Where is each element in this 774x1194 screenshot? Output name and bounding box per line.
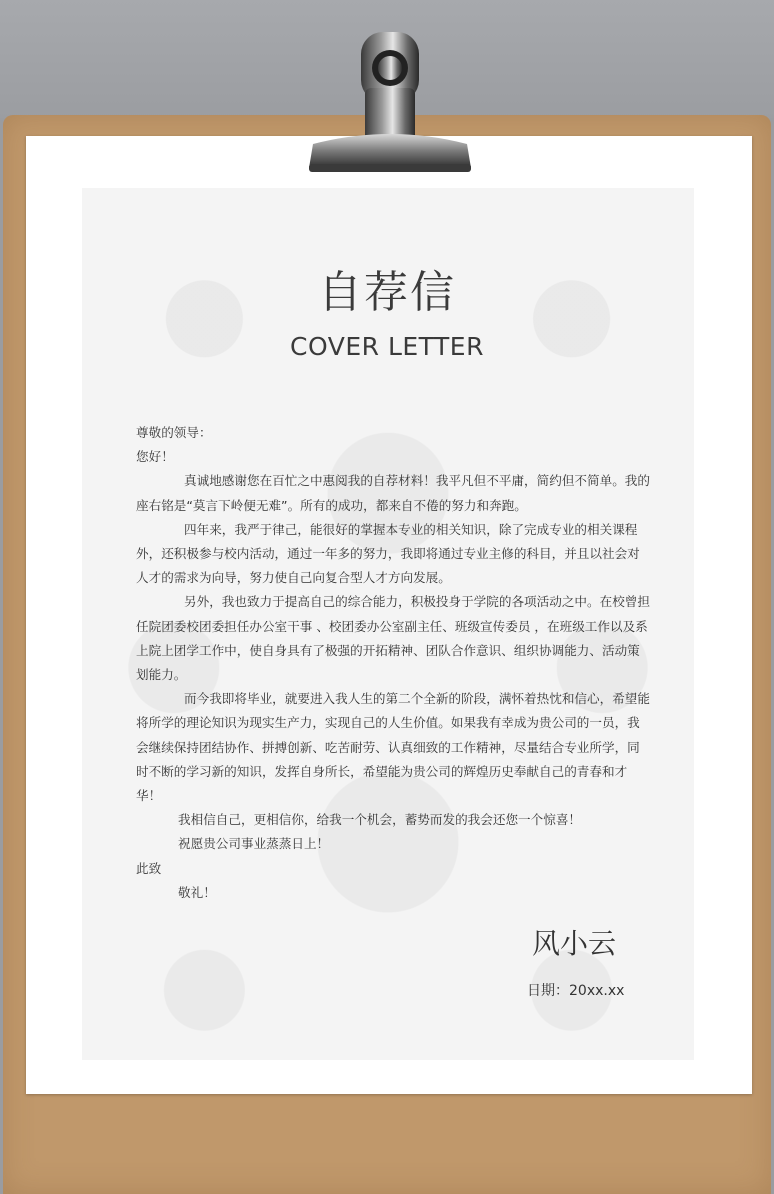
paragraph: 真诚地感谢您在百忙之中惠阅我的自荐材料！我平凡但不平庸，简约但不简单。我的座右铭是“莫言下岭便无难”。所有的成功，都来自不倦的努力和奔跑。 — [136, 473, 650, 513]
letter-body — [136, 421, 652, 905]
greeting: 您好！ — [136, 449, 174, 465]
closing-line: 此致 — [136, 860, 162, 876]
paragraph: 四年来，我严于律己，能很好的掌握本专业的相关知识，除了完成专业的相关课程外，还积极参与校内活动，通过一年多的努力，我即将通过专业主修的科目，并且以社会对人才的需求为向导，努力使自己向复合型人才方向发展。 — [136, 521, 640, 586]
salutation: 尊敬的领导： — [136, 425, 212, 440]
closing-line: 敬礼！ — [178, 884, 216, 900]
date: 日期：20xx.xx — [527, 983, 625, 999]
letter-title-cn: 自荐信 — [318, 267, 456, 318]
letter-title-en: COVER LETTER — [290, 332, 484, 361]
paragraph: 我相信自己，更相信你，给我一个机会，蓄势而发的我会还您一个惊喜！ — [178, 812, 581, 828]
signature: 风小云 — [532, 927, 617, 960]
paragraph: 而今我即将毕业，就要进入我人生的第二个全新的阶段，满怀着热忱和信心，希望能将所学的理论知识为现实生产力，实现自己的人生价值。如果我有幸成为贵公司的一员，我会继续保持团结协作、拼搏创新、吃苦耐劳、认真细致的工作精神，尽量结合专业所学，同时不断的学习新的知识，发挥自身所长，希望能为贵公司的辉煌历史奉献自己的青春和才华！ — [136, 691, 650, 804]
paragraph: 祝愿贵公司事业蒸蒸日上！ — [178, 836, 330, 852]
binder-clip-icon — [305, 28, 475, 178]
paragraph: 另外，我也致力于提高自己的综合能力，积极投身于学院的各项活动之中。在校曾担任院团委校团委担任办公室干事 、校团委办公室副主任、班级宣传委员 ，在班级工作以及系上院上团学工作中，使自身具有了极强的开拓精神、团队合作意识、组织协调能力、活动策划能力。 — [136, 594, 650, 683]
